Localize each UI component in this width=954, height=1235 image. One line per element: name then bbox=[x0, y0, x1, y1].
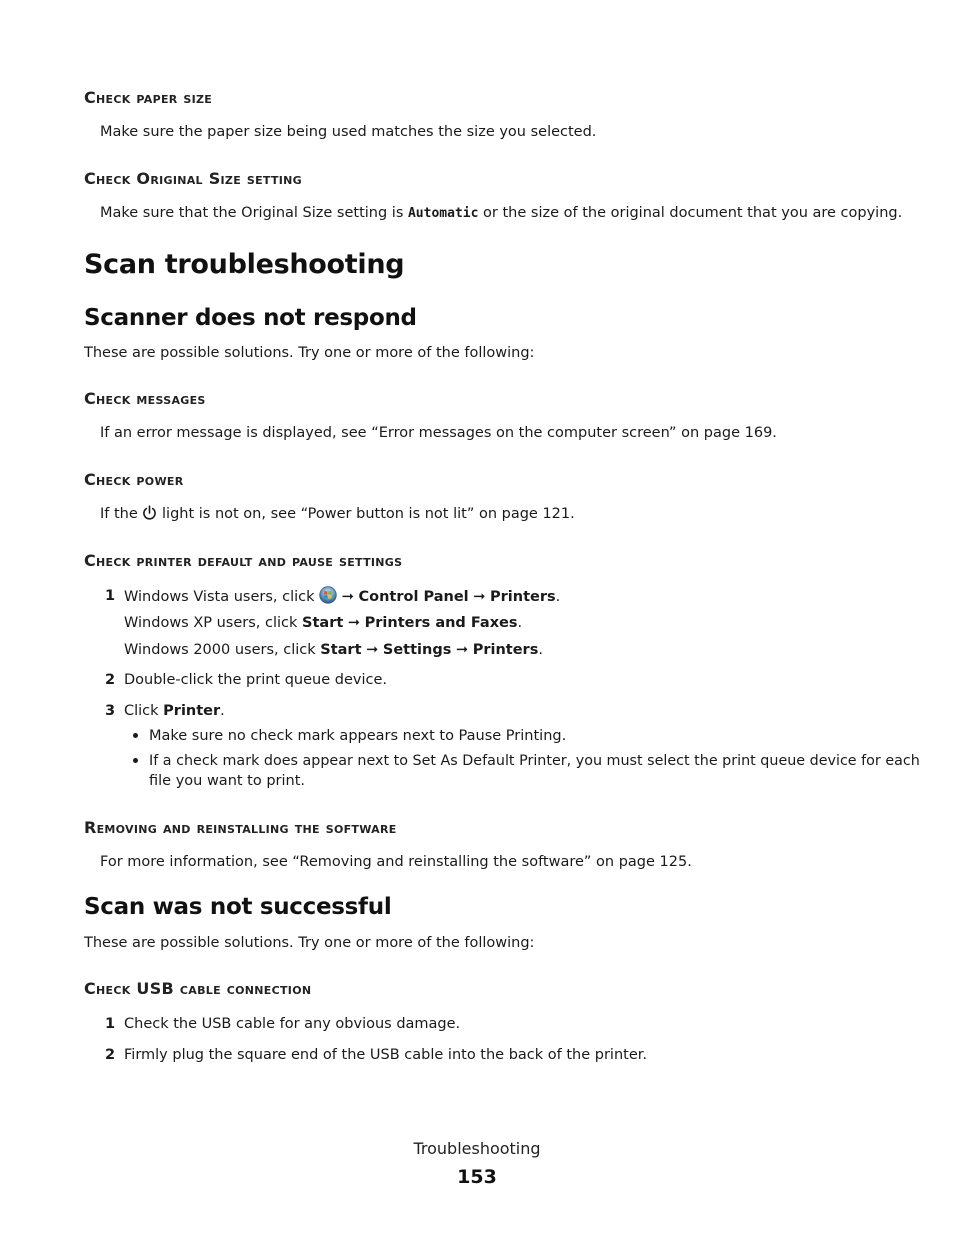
heading-check-printer-default: Check printer default and pause settings bbox=[84, 551, 403, 570]
arrow-separator: ➞ bbox=[361, 642, 383, 658]
paragraph-check-messages: If an error message is displayed, see “Error messages on the computer screen” on page 169. bbox=[100, 425, 777, 441]
printers-label: Printers bbox=[472, 642, 539, 658]
paragraph-check-paper-size: Make sure the paper size being used matches the size you selected. bbox=[100, 124, 597, 140]
arrow-separator: ➞ bbox=[451, 642, 473, 658]
paragraph-check-power bbox=[100, 504, 575, 527]
usb-step-number-1 bbox=[105, 1014, 119, 1034]
step3-text bbox=[124, 701, 225, 721]
bullet1-text: Make sure no check mark appears next to Pause Printing. bbox=[149, 728, 567, 744]
text-segment: or the size of the original document that you are copying. bbox=[478, 205, 903, 221]
heading-check-messages: Check messages bbox=[84, 389, 206, 408]
start-label: Start bbox=[302, 615, 344, 631]
settings-label: Settings bbox=[382, 642, 452, 658]
step2-text: Double-click the print queue device. bbox=[124, 672, 387, 688]
text-segment: Windows XP users, click bbox=[124, 615, 303, 631]
text-segment: Windows Vista users, click bbox=[124, 589, 320, 605]
text-segment: . bbox=[555, 589, 561, 605]
usb-step1-text: Check the USB cable for any obvious damage. bbox=[124, 1016, 461, 1032]
heading-check-power: Check power bbox=[84, 470, 184, 489]
power-icon bbox=[142, 505, 157, 527]
step1-xp-line bbox=[124, 613, 522, 633]
bullet2-text-line2: file you want to print. bbox=[149, 773, 306, 789]
text-segment: . bbox=[538, 642, 543, 658]
heading-check-usb-cable: Check USB cable connection bbox=[84, 979, 312, 998]
heading-scan-not-successful: Scan was not successful bbox=[84, 894, 392, 920]
windows-start-icon bbox=[319, 586, 337, 610]
text-segment: If the bbox=[100, 506, 143, 522]
arrow-separator: ➞ bbox=[343, 615, 365, 631]
step-number-3 bbox=[105, 701, 119, 721]
heading-scanner-does-not-respond: Scanner does not respond bbox=[84, 305, 417, 331]
text-segment: light is not on, see “Power button is not lit” on page 121. bbox=[157, 506, 575, 522]
step-number: 2 bbox=[105, 1047, 116, 1063]
footer-section-title: Troubleshooting bbox=[413, 1139, 541, 1158]
printer-menu-label: Printer bbox=[163, 703, 221, 719]
heading-removing-reinstalling: Removing and reinstalling the software bbox=[84, 818, 397, 837]
paragraph-scanner-intro: These are possible solutions. Try one or more of the following: bbox=[84, 345, 535, 361]
start-label: Start bbox=[320, 642, 362, 658]
bullet-dot bbox=[133, 733, 138, 738]
printers-label: Printers bbox=[490, 589, 556, 605]
paragraph-check-original-size bbox=[100, 203, 902, 224]
usb-step2-text: Firmly plug the square end of the USB cable into the back of the printer. bbox=[124, 1047, 647, 1063]
usb-step-number-2 bbox=[105, 1045, 119, 1065]
step1-vista-line bbox=[124, 586, 560, 610]
arrow-separator: ➞ bbox=[468, 589, 490, 605]
step-number: 1 bbox=[105, 588, 116, 604]
step-number: 1 bbox=[105, 1016, 116, 1032]
printers-and-faxes-label: Printers and Faxes bbox=[364, 615, 518, 631]
bullet-dot bbox=[133, 758, 138, 763]
footer-page-number: 153 bbox=[457, 1166, 497, 1188]
paragraph-removing-reinstalling: For more information, see “Removing and reinstalling the software” on page 125. bbox=[100, 854, 692, 870]
bullet2-text-line1: If a check mark does appear next to Set As Default Printer, you must select the print queue device for each bbox=[149, 753, 920, 769]
text-segment: Click bbox=[124, 703, 164, 719]
heading-check-paper-size: Check paper size bbox=[84, 88, 213, 107]
step-number-1 bbox=[105, 586, 119, 606]
arrow-separator: ➞ bbox=[337, 589, 359, 605]
code-automatic: Automatic bbox=[407, 206, 479, 221]
text-segment: . bbox=[220, 703, 225, 719]
text-segment: Make sure that the Original Size setting is bbox=[100, 205, 408, 221]
step-number-2 bbox=[105, 670, 119, 690]
heading-scan-troubleshooting: Scan troubleshooting bbox=[84, 249, 405, 280]
control-panel-label: Control Panel bbox=[358, 589, 469, 605]
text-segment: Windows 2000 users, click bbox=[124, 642, 321, 658]
heading-check-original-size: Check Original Size setting bbox=[84, 169, 303, 188]
paragraph-scan-not-successful-intro: These are possible solutions. Try one or more of the following: bbox=[84, 935, 535, 951]
step-number: 2 bbox=[105, 672, 116, 688]
step-number: 3 bbox=[105, 703, 116, 719]
step1-2000-line bbox=[124, 640, 543, 660]
text-segment: . bbox=[517, 615, 523, 631]
